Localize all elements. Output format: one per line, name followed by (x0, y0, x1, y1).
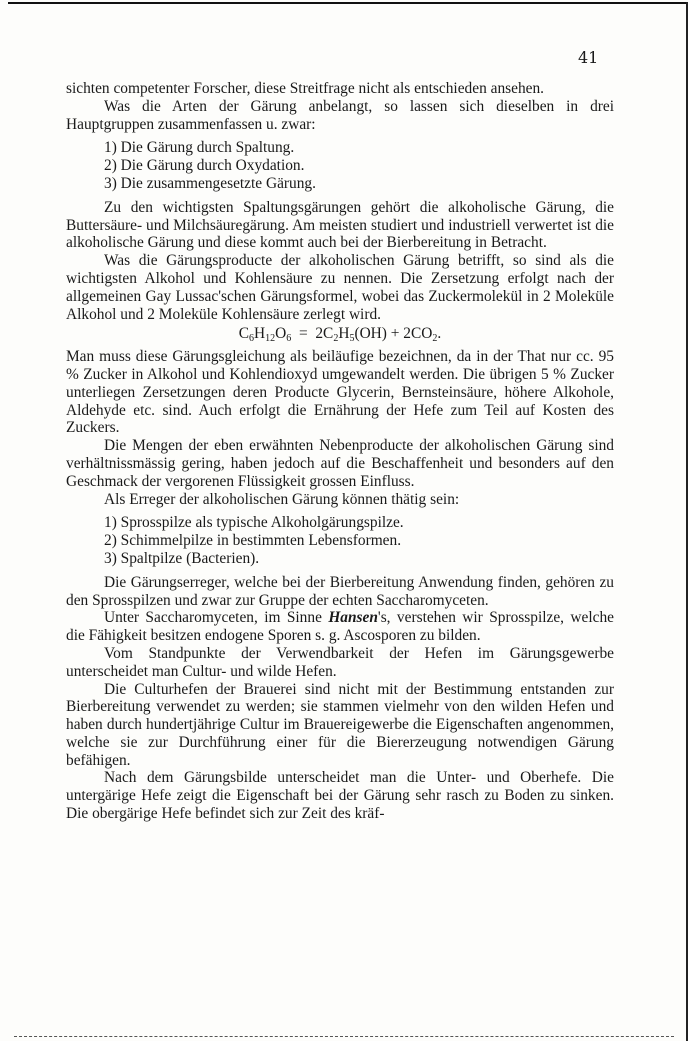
formula-right: $2C_2H_5(OH) + 2CO_2$. (315, 325, 442, 345)
page-number: 41 (578, 48, 599, 67)
formula-left: $C_6H_{12}O_6$ (238, 325, 292, 345)
gaerung-types-list (104, 139, 614, 192)
paragraph-8: Die Gärungserreger, welche bei der Bierbereitung Anwendung finden, gehören zu den Sprosspilzen und zwar zur Gruppe der echten Saccharomyceten. (66, 573, 614, 609)
paragraph-2: Was die Arten der Gärung anbelangt, so lassen sich dieselben in drei Hauptgruppen zusammenfassen u. zwar: (66, 97, 614, 133)
paragraph-9-post: 's, verstehen wir Sprosspilze, welche die Fähigkeit besitzen endogene Sporen s. g. Ascosporen zu bilden. (66, 609, 614, 645)
paragraph-5: Man muss diese Gärungsgleichung als beiläufige bezeichnen, da in der That nur cc. 95 % Zucker in Alkohol und Kohlendioxyd umgewandelt werden. Die übrigen 5 % Zucker unterliegen Zersetzungen deren Producte Glycerin, Bernsteinsäure, höhere Alkohole, Aldehyde etc. sind. Auch erfolgt die Ernährung der Hefe zum Teil auf Kosten des Zuckers. (66, 348, 614, 437)
bottom-dashed-line (14, 1036, 674, 1037)
paragraph-12: Nach dem Gärungsbilde unterscheidet man die Unter- und Oberhefe. Die untergärige Hefe zeigt die Eigenschaft bei der Gärung sehr rasch zu Boden zu sinken. Die obergärige Hefe befindet sich zur Zeit des kräf- (66, 769, 614, 823)
page-body (66, 80, 614, 823)
erreger-list (104, 514, 614, 567)
top-border-line (8, 2, 688, 4)
paragraph-3: Zu den wichtigsten Spaltungsgärungen gehört die alkoholische Gärung, die Buttersäure- und Milchsäuregärung. Am meisten studiert und industriell verwertet ist die alkoholische Gärung und diese kommt auch bei der Bierbereitung in Betracht. (66, 198, 614, 252)
paragraph-6: Die Mengen der eben erwähnten Nebenproducte der alkoholischen Gärung sind verhältnissmässig gering, haben jedoch auf die Beschaffenheit und besonders auf den Geschmack der vergorenen Flüssigkeit grossen Einfluss. (66, 437, 614, 490)
paragraph-10: Vom Standpunkte der Verwendbarkeit der Hefen im Gärungsgewerbe unterscheidet man Cultur- und wilde Hefen. (66, 644, 614, 680)
paragraph-11: Die Culturhefen der Brauerei sind nicht mit der Bestimmung entstanden zur Bierbereitung verwendet zu werden; sie stammen vielmehr von den wilden Hefen und haben durch hundertjährige Cultur im Brauereigewerbe die Eigenschaften angenommen, welche sie zur Durchführung einer für die Biererzeugung notwendigen Gärung befähigen. (66, 680, 614, 769)
list-item: 3) Spaltpilze (Bacterien). (104, 549, 260, 567)
list-item: 1) Sprosspilze als typische Alkoholgärungspilze. (104, 514, 404, 532)
paragraph-7: Als Erreger der alkoholischen Gärung können thätig sein: (104, 490, 460, 508)
paragraph-4: Was die Gärungsproducte der alkoholischen Gärung betrifft, so sind als die wichtigsten Alkohol und Kohlensäure zu nennen. Die Zersetzung erfolgt nach der allgemeinen Gay Lussac'schen Gärungsformel, wobei das Zuckermolekül in 2 Moleküle Alkohol und 2 Moleküle Kohlensäure zerlegt wird. (66, 252, 614, 323)
list-item: 1) Die Gärung durch Spaltung. (104, 139, 295, 157)
list-item: 3) Die zusammengesetzte Gärung. (104, 174, 316, 192)
paragraph-1: sichten competenter Forscher, diese Streitfrage nicht als entschieden ansehen. (66, 80, 545, 97)
list-item: 2) Schimmelpilze in bestimmten Lebensformen. (104, 532, 402, 550)
fermentation-formula: $C_6H_{12}O_6 = 2C_2H_5(OH) + 2CO_2$. (238, 325, 442, 345)
paragraph-9 (66, 609, 614, 645)
author-name-hansen: Hansen (328, 609, 378, 627)
list-item: 2) Die Gärung durch Oxydation. (104, 157, 305, 175)
paragraph-9-pre: Unter Saccharomyceten, im Sinne (104, 609, 329, 627)
